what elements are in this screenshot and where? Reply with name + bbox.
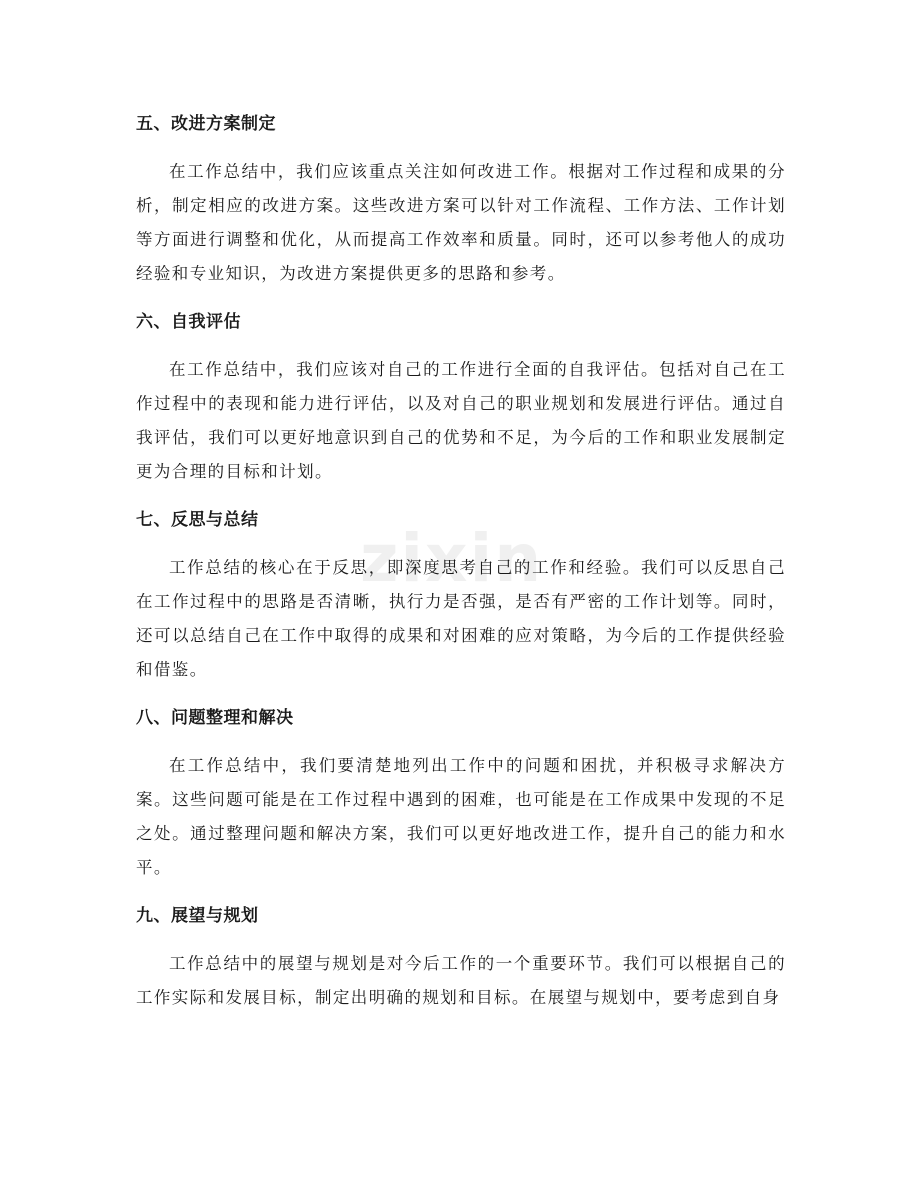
section-heading: 六、自我评估 [136,312,241,332]
section-paragraph: 工作总结中的展望与规划是对今后工作的一个重要环节。我们可以根据自己的工作实际和发展目标，制定出明确的规划和目标。在展望与规划中，要考虑到自身 [136,954,786,1007]
section-paragraph: 工作总结的核心在于反思，即深度思考自己的工作和经验。我们可以反思自己在工作过程中的思路是否清晰，执行力是否强，是否有严密的工作计划等。同时，还可以总结自己在工作中取得的成果和对困难的应对策略，为今后的工作提供经验和借鉴。 [136,558,786,679]
section-paragraph: 在工作总结中，我们应该重点关注如何改进工作。根据对工作过程和成果的分析，制定相应的改进方案。这些改进方案可以针对工作流程、工作方法、工作计划等方面进行调整和优化，从而提高工作效率和质量。同时，还可以参考他人的成功经验和专业知识，为改进方案提供更多的思路和参考。 [136,162,786,283]
section-problem-solving [136,701,786,885]
section-paragraph: 在工作总结中，我们应该对自己的工作进行全面的自我评估。包括对自己在工作过程中的表现和能力进行评估，以及对自己的职业规划和发展进行评估。通过自我评估，我们可以更好地意识到自己的优势和不足，为今后的工作和职业发展制定更为合理的目标和计划。 [136,360,786,481]
section-heading: 九、展望与规划 [136,906,259,926]
document-content [136,107,786,1029]
watermark-text: zixin [360,520,544,597]
section-outlook-planning [136,899,786,1015]
section-heading: 八、问题整理和解决 [136,708,294,728]
section-paragraph: 在工作总结中，我们要清楚地列出工作中的问题和困扰，并积极寻求解决方案。这些问题可能是在工作过程中遇到的困难，也可能是在工作成果中发现的不足之处。通过整理问题和解决方案，我们可以更好地改进工作，提升自己的能力和水平。 [136,756,786,877]
section-heading: 七、反思与总结 [136,510,259,530]
section-improvement-plan [136,107,786,291]
section-heading: 五、改进方案制定 [136,114,276,134]
section-reflection-summary [136,503,786,687]
section-self-assessment [136,305,786,489]
